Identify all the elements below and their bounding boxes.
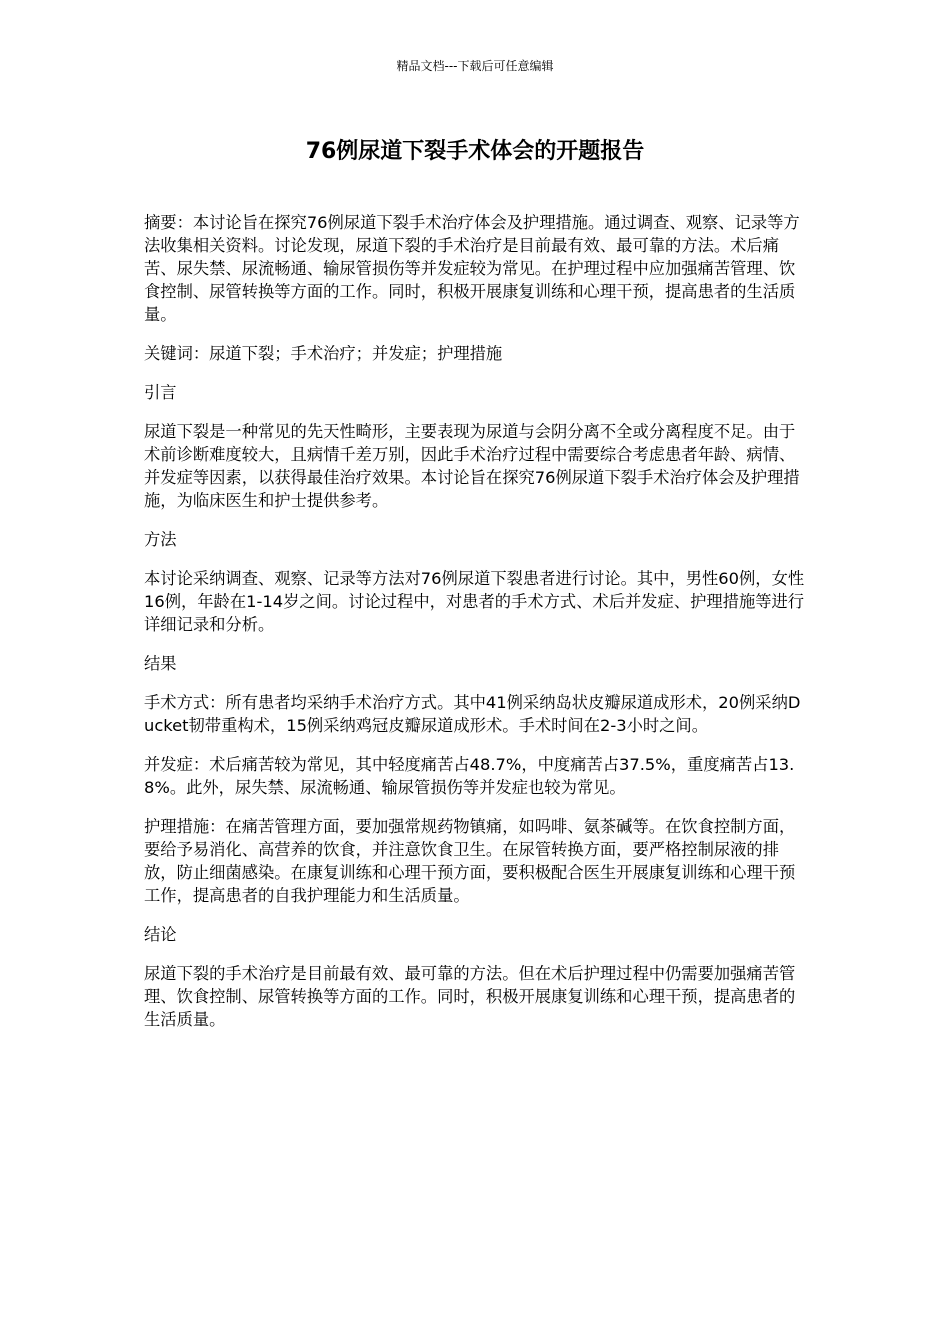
method-paragraph: 本讨论采纳调查、观察、记录等方法对76例尿道下裂患者进行讨论。其中，男性60例，女性16例，年龄在1-14岁之间。讨论过程中，对患者的手术方式、术后并发症、护理措施等进行详细记录和分析。 xyxy=(144,569,805,634)
header-note: 精品文档---下载后可任意编辑 xyxy=(396,59,554,73)
document-title: 76例尿道下裂手术体会的开题报告 xyxy=(305,139,645,164)
results-surgery-paragraph: 手术方式：所有患者均采纳手术治疗方式。其中41例采纳岛状皮瓣尿道成形术，20例采纳Ducket韧带重构术，15例采纳鸡冠皮瓣尿道成形术。手术时间在2-3小时之间。 xyxy=(144,693,801,735)
conclusion-paragraph: 尿道下裂的手术治疗是目前最有效、最可靠的方法。但在术后护理过程中仍需要加强痛苦管理、饮食控制、尿管转换等方面的工作。同时，积极开展康复训练和心理干预，提高患者的生活质量。 xyxy=(144,964,796,1029)
intro-paragraph: 尿道下裂是一种常见的先天性畸形，主要表现为尿道与会阴分离不全或分离程度不足。由于术前诊断难度较大，且病情千差万别，因此手术治疗过程中需要综合考虑患者年龄、病情、并发症等因素，以获得最佳治疗效果。本讨论旨在探究76例尿道下裂手术治疗体会及护理措施，为临床医生和护士提供参考。 xyxy=(144,422,800,510)
results-nursing-paragraph: 护理措施：在痛苦管理方面，要加强常规药物镇痛，如吗啡、氨茶碱等。在饮食控制方面，要给予易消化、高营养的饮食，并注意饮食卫生。在尿管转换方面，要严格控制尿液的排放，防止细菌感染。在康复训练和心理干预方面，要积极配合医生开展康复训练和心理干预工作，提高患者的自我护理能力和生活质量。 xyxy=(144,817,796,905)
results-complications-paragraph: 并发症：术后痛苦较为常见，其中轻度痛苦占48.7%，中度痛苦占37.5%，重度痛苦占13.8%。此外，尿失禁、尿流畅通、输尿管损伤等并发症也较为常见。 xyxy=(144,755,795,797)
method-heading: 方法 xyxy=(144,530,177,549)
intro-heading: 引言 xyxy=(144,383,177,402)
abstract-paragraph: 摘要：本讨论旨在探究76例尿道下裂手术治疗体会及护理措施。通过调查、观察、记录等方法收集相关资料。讨论发现，尿道下裂的手术治疗是目前最有效、最可靠的方法。术后痛苦、尿失禁、尿流畅通、输尿管损伤等并发症较为常见。在护理过程中应加强痛苦管理、饮食控制、尿管转换等方面的工作。同时，积极开展康复训练和心理干预，提高患者的生活质量。 xyxy=(144,213,800,324)
keywords-paragraph: 关键词：尿道下裂；手术治疗；并发症；护理措施 xyxy=(144,344,503,363)
results-heading: 结果 xyxy=(144,654,177,673)
conclusion-heading: 结论 xyxy=(144,925,177,944)
document-body xyxy=(144,211,808,1047)
